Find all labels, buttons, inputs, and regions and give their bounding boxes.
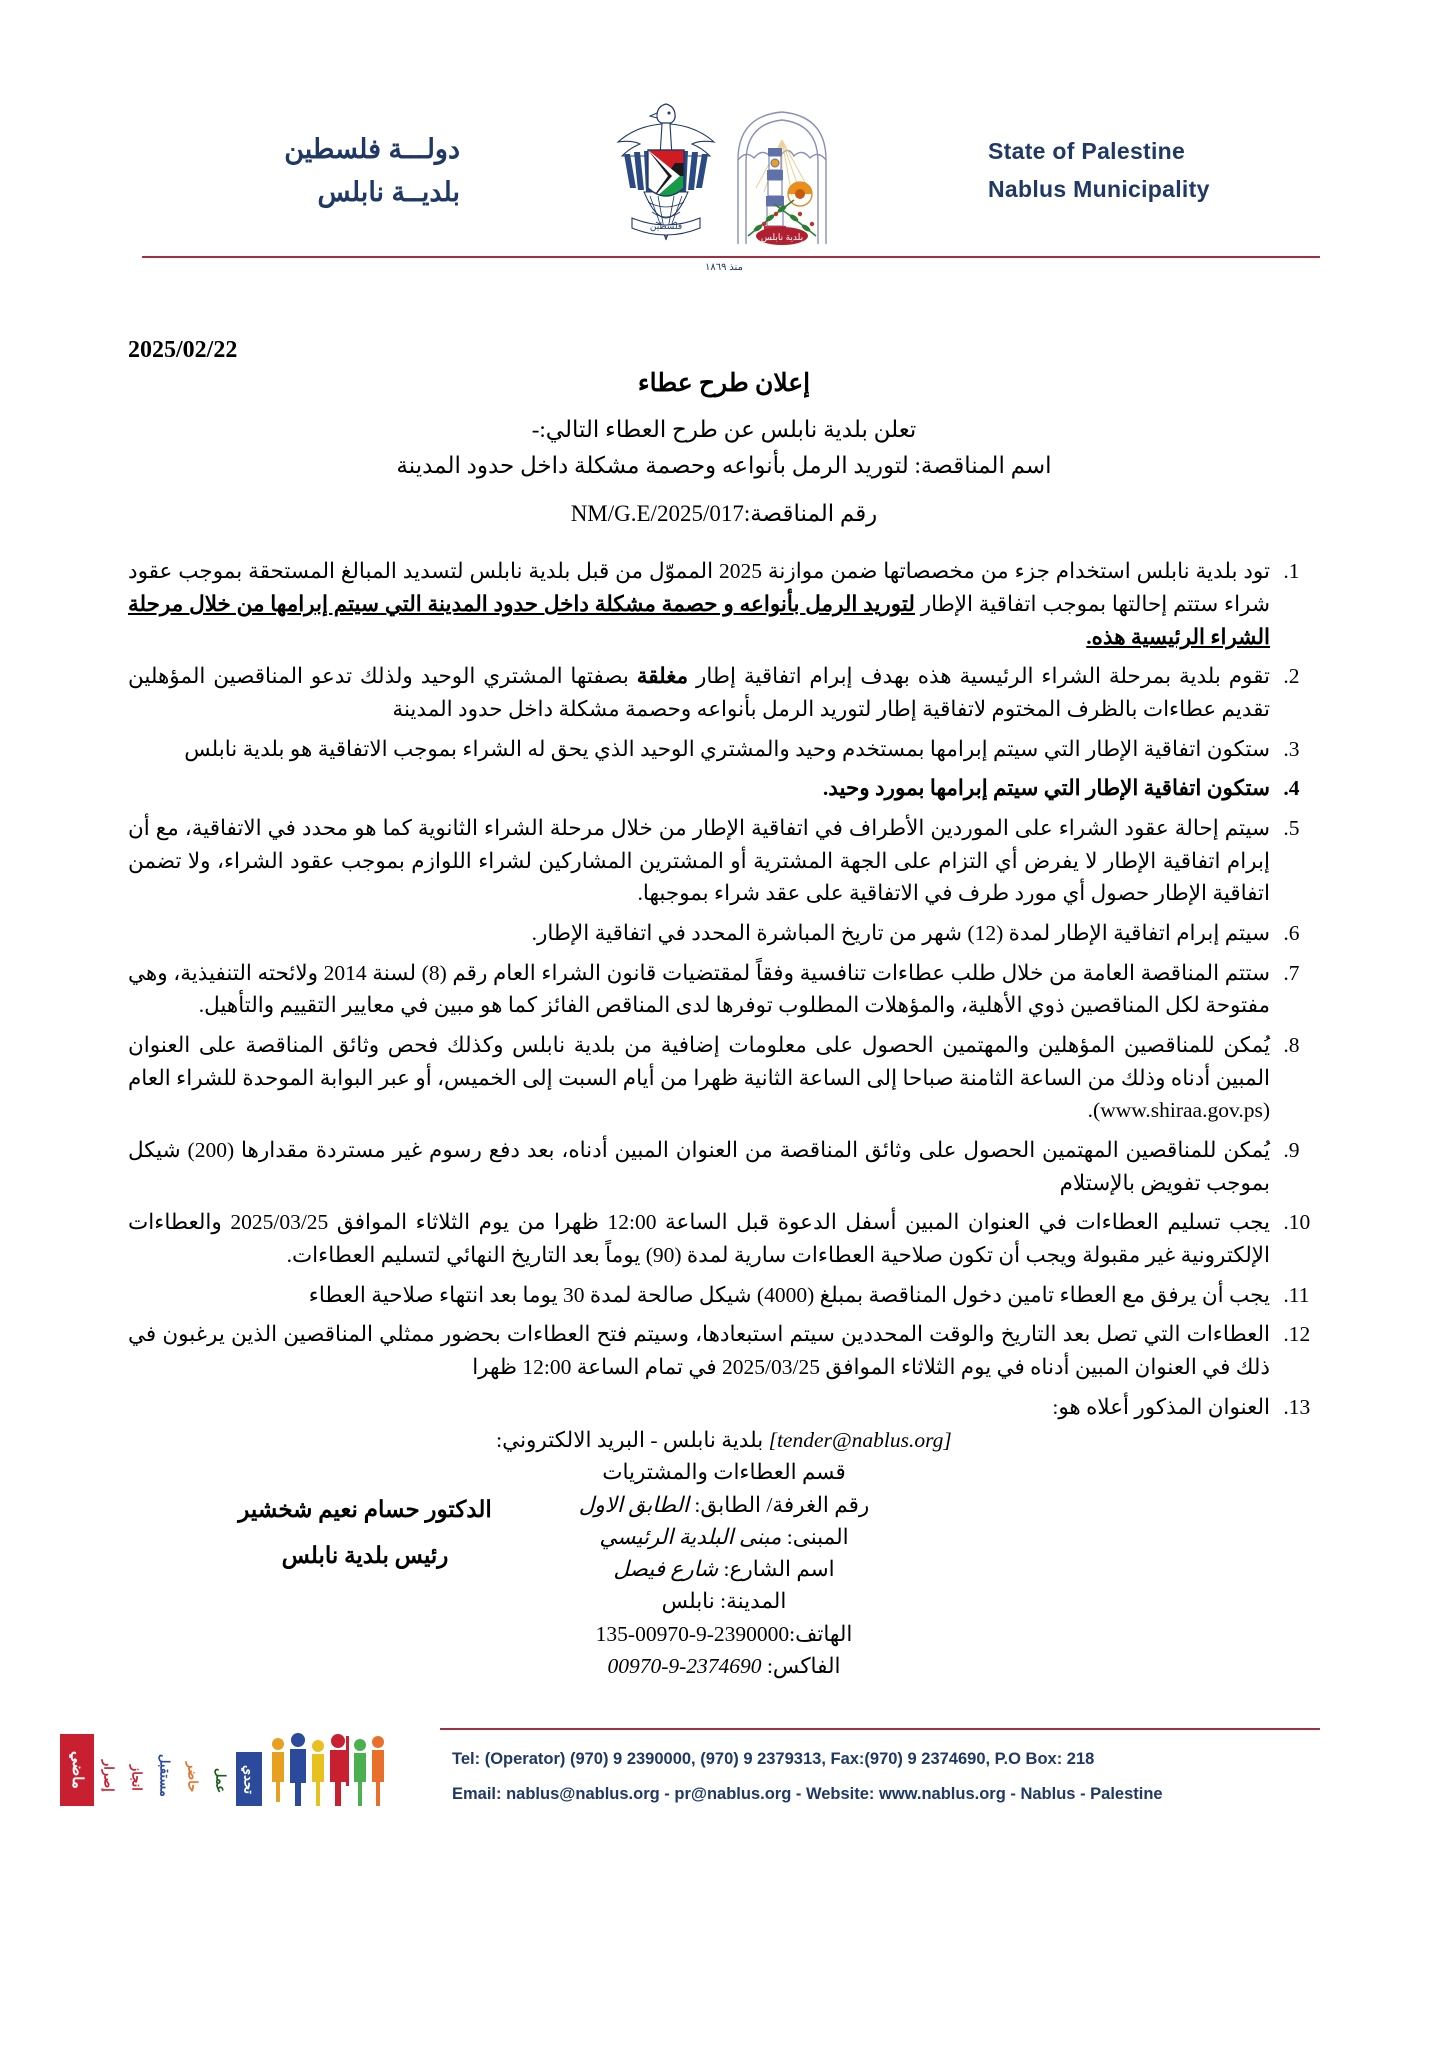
signature-block — [165, 1487, 565, 1579]
address-room-value: الطابق الاول — [578, 1492, 689, 1517]
clause-text: بصفتها المشتري الوحيد ولذلك تدعو المناقصين المؤهلين تقديم عطاءات بالظرف المختوم لاتفاقية إطار لتوريد الرمل بأنواعه وحصمة مشكلة داخل حدود المدينة — [128, 664, 1270, 721]
address-city-label: المدينة: — [720, 1589, 787, 1614]
clause-text: يجب أن يرفق مع العطاء تامين دخول المناقصة بمبلغ (4000) شيكل صالحة لمدة 30 يوما بعد انتهاء صلاحية العطاء — [308, 1282, 1270, 1307]
established-year-label: منذ ١٨٦٩ — [705, 262, 743, 273]
svg-text:فلسطين: فلسطين — [649, 221, 683, 231]
address-phone-label: الهاتف: — [789, 1621, 853, 1646]
footer-contact — [452, 1742, 1163, 1813]
clause-list — [128, 555, 1320, 1423]
campaign-word-0: تحدي — [236, 1752, 262, 1806]
clause-text: لتوريد الرمل بأنواعه و حصمة مشكلة داخل حدود المدينة التي سيتم إبرامها من خلال مرحلة الشراء الرئيسية هذه. — [128, 591, 1270, 649]
address-city-value: نابلس — [661, 1589, 715, 1614]
footer-line-1: Tel: (Operator) (970) 9 2390000, (970) 9 2379313, Fax:(970) 9 2374690, P.O Box: 218 — [452, 1750, 1095, 1768]
campaign-word-5: إصرار — [96, 1746, 122, 1806]
tender-number-label: رقم المناقصة: — [743, 501, 878, 527]
campaign-word-1: عمل — [208, 1756, 234, 1806]
clause-item-9 — [128, 1134, 1278, 1199]
clause-text: سيتم إبرام اتفاقية الإطار لمدة (12) شهر من تاريخ المباشرة المحدد في اتفاقية الإطار. — [531, 921, 1270, 945]
contact-email: [tender@nablus.org] — [768, 1428, 952, 1452]
address-fax-value: 00970-9-2374690 — [607, 1653, 762, 1678]
campaign-word-3: مستقبل — [152, 1744, 178, 1806]
clause-item-1 — [128, 555, 1278, 653]
clause-text: مغلقة — [636, 664, 689, 689]
page-title: إعلان طرح عطاء — [637, 370, 811, 397]
letterhead-ar-line1: دولـــة فلسطين — [284, 133, 460, 164]
campaign-word-2: حاضر — [180, 1748, 206, 1806]
letterhead-english — [988, 133, 1318, 209]
document-date: 2025/02/22 — [128, 337, 238, 363]
page-footer — [0, 1720, 1448, 1830]
address-street-label: اسم الشارع: — [723, 1557, 835, 1581]
header-divider — [142, 256, 1320, 258]
footer-divider — [440, 1728, 1320, 1730]
address-room-label: رقم الغرفة/ الطابق: — [694, 1492, 870, 1517]
clause-item-8 — [128, 1029, 1278, 1127]
clause-item-4 — [128, 772, 1278, 805]
tender-name: اسم المناقصة: لتوريد الرمل بأنواعه وحصمة مشكلة داخل حدود المدينة — [396, 452, 1052, 478]
palestine-eagle-emblem-icon — [610, 96, 722, 246]
signatory-name: الدكتور حسام نعيم شخشير — [238, 1497, 492, 1522]
clause-item-6 — [128, 917, 1278, 950]
letterhead — [130, 96, 1318, 246]
letterhead-arabic — [130, 128, 460, 214]
clause-text: يُمكن للمناقصين المهتمين الحصول على وثائق المناقصة من العنوان المبين أدناه، بعد دفع رسوم غير مستردة مقدارها (200) شيكل بموجب تفويض بالإستلام — [128, 1138, 1270, 1195]
clause-item-2 — [128, 660, 1278, 725]
address-email-label: بلدية نابلس - البريد الالكتروني: — [496, 1428, 764, 1452]
emblems-group — [610, 96, 838, 246]
address-phone-line — [128, 1618, 1320, 1650]
footer-line-2: Email: nablus@nablus.org - pr@nablus.org - Website: www.nablus.org - Nablus - Palestine — [452, 1785, 1163, 1804]
address-city-line — [128, 1585, 1320, 1617]
svg-text:بلدية نابلس: بلدية نابلس — [760, 232, 804, 242]
clause-text: العطاءات التي تصل بعد التاريخ والوقت المحددين سيتم استبعادها، وسيتم فتح العطاءات بحضور ممثلي المناقصين الذين يرغبون في ذلك في العنوان المبين أدناه في يوم الثلاثاء الموافق 2025/03/25 في تمام الساعة 12:00 ظهرا — [128, 1322, 1270, 1380]
clause-text: العنوان المذكور أعلاه هو: — [1052, 1394, 1270, 1419]
campaign-word-blocks — [60, 1728, 262, 1806]
clause-item-5 — [128, 812, 1278, 910]
clause-item-10 — [128, 1206, 1278, 1271]
nablus-municipality-emblem-icon — [726, 96, 838, 246]
clause-text: ستكون اتفاقية الإطار التي سيتم إبرامها بمورد وحيد. — [822, 776, 1270, 801]
address-fax-label: الفاكس: — [766, 1653, 841, 1678]
campaign-logo — [69, 1728, 418, 1820]
campaign-word-6: ماضي — [60, 1734, 94, 1806]
address-phone-value: 135-00970-9-2390000 — [595, 1621, 790, 1646]
tender-number-value: NM/G.E/2025/017 — [570, 501, 744, 527]
address-department: قسم العطاءات والمشتريات — [602, 1460, 846, 1485]
clause-text: يُمكن للمناقصين المؤهلين والمهتمين الحصول على معلومات إضافية من بلدية نابلس وكذلك فحص وثائق المناقصة على العنوان المبين أدناه وذلك من الساعة الثامنة صباحا إلى الساعة الثانية ظهرا من أيام السبت إلى الخميس، أو عبر البوابة الموحدة للشراء العام (www.shiraa.gov.ps). — [128, 1033, 1270, 1123]
address-street-value: شارع فيصل — [613, 1557, 719, 1581]
clause-item-11 — [128, 1279, 1278, 1312]
address-email-line — [128, 1424, 1320, 1456]
clause-text: تقوم بلدية بمرحلة الشراء الرئيسية هذه بهدف إبرام اتفاقية إطار — [688, 664, 1270, 689]
tender-number-line — [128, 501, 1320, 527]
intro-text: تعلن بلدية نابلس عن طرح العطاء التالي:- — [531, 417, 917, 442]
signatory-role: رئيس بلدية نابلس — [281, 1543, 449, 1568]
letterhead-en-line1: State of Palestine — [988, 138, 1186, 165]
clause-text: ستتم المناقصة العامة من خلال طلب عطاءات تنافسية وفقاً لمقتضيات قانون الشراء العام رقم (8) لسنة 2014 ولائحته التنفيذية، وهي مفتوحة لكل المناقصين ذوي الأهلية، والمؤهلات المطلوب توفرها لدى المناقص الفائز كما هو مبين في معايير التقييم والتأهيل. — [128, 960, 1271, 1018]
letterhead-ar-line2: بلديــة نابلس — [317, 177, 460, 207]
address-building-label: المبنى: — [786, 1524, 849, 1549]
address-fax-line — [128, 1650, 1320, 1682]
document-body — [128, 368, 1320, 1430]
clause-item-12 — [128, 1318, 1278, 1383]
address-building-value: مبنى البلدية الرئيسي — [599, 1524, 782, 1549]
clause-text: ستكون اتفاقية الإطار التي سيتم إبرامها بمستخدم وحيد والمشتري الوحيد الذي يحق له الشراء بموجب الاتفاقية هو بلدية نابلس — [184, 736, 1270, 761]
clause-item-7 — [128, 957, 1278, 1022]
clause-text: يجب تسليم العطاءات في العنوان المبين أسفل الدعوة قبل الساعة 12:00 ظهرا من يوم الثلاثاء الموافق 2025/03/25 والعطاءات الإلكترونية غير مقبولة ويجب أن تكون صلاحية العطاءات سارية لمدة (90) يوماً بعد التاريخ النهائي لتسليم العطاءات. — [128, 1210, 1270, 1268]
campaign-word-4: انجاز — [124, 1750, 150, 1806]
clause-item-3 — [128, 733, 1278, 766]
clause-text: سيتم إحالة عقود الشراء على الموردين الأطراف في اتفاقية الإطار من خلال مرحلة الشراء الثانوية كما هو محدد في الاتفاقية، مع أن إبرام اتفاقية الإطار لا يفرض أي التزام على الجهة المشترية أو المشترين المشاركين لشراء اللوازم بموجب عقود الشراء، ولا تضمن اتفاقية الإطار حصول أي مورد طرف في الاتفاقية على عقد شراء بموجبها. — [128, 815, 1270, 906]
clause-item-13 — [128, 1391, 1278, 1424]
clause-text: تود بلدية نابلس استخدام جزء من مخصصاتها ضمن موازنة 2025 المموّل من قبل بلدية نابلس لتسديد المبالغ المستحقة بموجب عقود شراء ستتم إحالتها بموجب اتفاقية الإطار — [128, 559, 1270, 616]
people-figures-icon — [268, 1728, 418, 1806]
letterhead-en-line2: Nablus Municipality — [988, 176, 1210, 202]
